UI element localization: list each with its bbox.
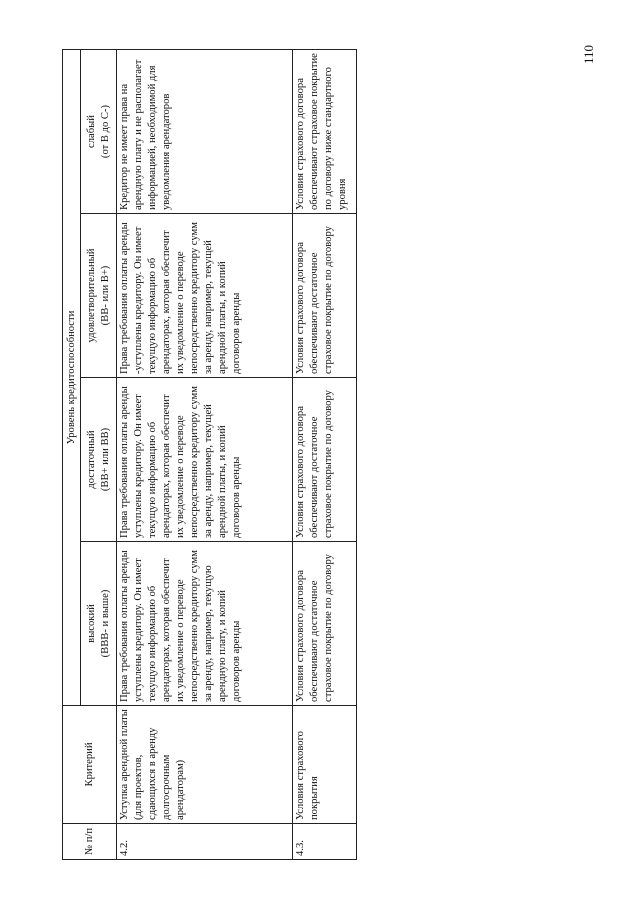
- header-level-satisfactory: [81, 214, 117, 378]
- table-body: [117, 50, 357, 860]
- table-row: [293, 50, 357, 860]
- cell-level-high: Условия страхового договора обеспечивают достаточное страховое покрытие по договору: [293, 542, 357, 706]
- cell-level-sufficient: Условия страхового договора обеспечивают достаточное страховое покрытие по договору: [293, 378, 357, 542]
- creditworthiness-criteria-table: [62, 49, 357, 860]
- header-level-sufficient: [81, 378, 117, 542]
- level-name: высокий: [85, 604, 97, 643]
- table-row: [117, 50, 293, 860]
- header-criterion: Критерий: [63, 706, 117, 824]
- cell-level-weak: Кредитор не имеет права на арендную плату и не располагает информацией, необходимой для уведомления арендаторов: [117, 50, 293, 214]
- level-name: слабый: [85, 115, 97, 148]
- level-name: достаточный: [85, 430, 97, 489]
- cell-level-high: Права требования оплаты аренды уступлены кредитору. Он имеет текущую информацию об арендаторах, которая обеспечит их уведомление о переводе непосредственно кредитору сумм за аренду, например, текущую арендную плату, и копий договоров аренды: [117, 542, 293, 706]
- cell-level-satisfactory: Условия страхового договора обеспечивают достаточное страховое покрытие по договору: [293, 214, 357, 378]
- level-name: удовлетворительный: [85, 248, 97, 343]
- row-criterion: Условия страхового покрытия: [293, 706, 357, 824]
- header-number: № п/п: [63, 824, 117, 860]
- level-range: (от B до C-): [99, 104, 111, 159]
- header-level-high: [81, 542, 117, 706]
- row-number: 4.3.: [293, 824, 357, 860]
- header-row-top: [63, 50, 81, 860]
- level-range: (BB+ или BB): [99, 427, 111, 492]
- cell-level-sufficient: Права требования оплаты аренды уступлены кредитору. Он имеет текущую информацию об арендаторах, которая обеспечит их уведомление о переводе непосредственно кредитору сумм за аренду, например, текущей арендной платы, и копий договоров аренды: [117, 378, 293, 542]
- row-criterion: Уступка арендной платы (для проектов, сдающихся в аренду долгосрочным арендаторам): [117, 706, 293, 824]
- cell-level-weak: Условия страхового договора обеспечивают страховое покрытие по договору ниже стандартного уровня: [293, 50, 357, 214]
- table-header: [63, 50, 117, 860]
- level-range: (BBB- и выше): [99, 589, 111, 658]
- header-creditworthiness-level: Уровень кредитоспособности: [63, 50, 81, 706]
- level-range: (BB- или B+): [99, 265, 111, 326]
- criteria-table-container: [62, 50, 356, 860]
- row-number: 4.2.: [117, 824, 293, 860]
- page-number: 110: [581, 44, 596, 64]
- header-level-weak: [81, 50, 117, 214]
- cell-level-satisfactory: Права требования оплаты аренды -уступлены кредитору. Он имеет текущую информацию об арендаторах, которая обеспечит их уведомление о переводе непосредственно кредитору сумм за аренду, например, текущей арендной платы, и копий договоров аренды: [117, 214, 293, 378]
